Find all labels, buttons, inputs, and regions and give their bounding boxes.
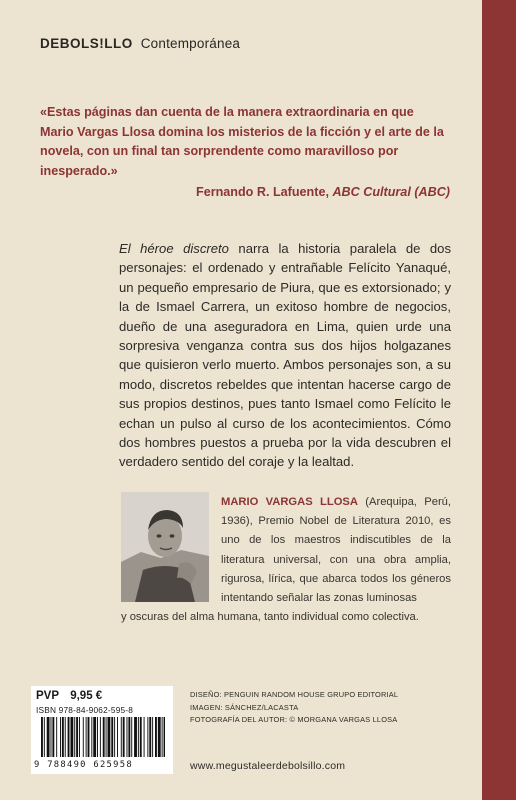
collection-name: Contemporánea <box>140 36 241 51</box>
barcode-bar <box>47 717 50 757</box>
barcode-bar <box>158 717 161 757</box>
publisher-brand: DEBOLS!LLO <box>40 36 133 51</box>
author-photo <box>121 492 209 602</box>
price-label: PVP <box>36 690 60 702</box>
barcode-bar <box>164 717 165 757</box>
barcode-bar <box>91 717 92 757</box>
barcode-bar <box>56 717 57 757</box>
series-header <box>40 36 240 51</box>
barcode-bar <box>76 717 78 757</box>
barcode-bar <box>144 717 145 757</box>
barcode <box>41 717 165 763</box>
barcode-bar <box>44 717 45 757</box>
bio-paragraph <box>221 493 451 608</box>
barcode-bar <box>108 717 111 757</box>
review-quote-block <box>40 103 450 203</box>
barcode-bar <box>149 717 151 757</box>
credits-block <box>190 689 398 727</box>
barcode-bar <box>106 717 107 757</box>
barcode-bar <box>68 717 70 757</box>
barcode-bar <box>88 717 90 757</box>
website-url: www.megustaleerdebolsillo.com <box>190 760 346 772</box>
barcode-bar <box>79 717 80 757</box>
barcode-bar <box>114 717 115 757</box>
barcode-bar <box>93 717 96 757</box>
book-title: El héroe discreto <box>119 241 229 256</box>
barcode-bar <box>60 717 61 757</box>
bio-text: (Arequipa, Perú, 1936), Premio Nobel de Literatura 2010, es uno de los maestros indiscutibles de la literatura universal, con una obra amplia, rigurosa, lírica, que abarca todos los géneros intentando señalar las zonas luminosas <box>221 496 451 605</box>
review-quote: «Estas páginas dan cuenta de la manera extraordinaria en que Mario Vargas Llosa domina los misterios de la ficción y el arte de la novela, con un final tan sorprendente como maravilloso por inesperado.» <box>40 105 444 178</box>
barcode-bar <box>74 717 75 757</box>
barcode-bar <box>65 717 66 757</box>
price-barcode-box <box>31 686 173 774</box>
barcode-bar <box>140 717 142 757</box>
credit-photo: FOTOGRAFÍA DEL AUTOR: © MORGANA VARGAS LLOSA <box>190 715 398 724</box>
price-row <box>36 690 102 702</box>
review-publication: ABC Cultural (ABC) <box>332 185 450 199</box>
price-value: 9,95 € <box>70 690 103 702</box>
barcode-bar <box>97 717 98 757</box>
barcode-bar <box>134 717 137 757</box>
isbn-number: ISBN 978-84-9062-595-8 <box>36 705 134 715</box>
barcode-bar <box>103 717 105 757</box>
barcode-bar <box>155 717 157 757</box>
barcode-bar <box>147 717 148 757</box>
barcode-bar <box>162 717 163 757</box>
synopsis-text: narra la historia paralela de dos personajes: el ordenado y entrañable Felícito Yanaqué, un pequeño empresario de Piura, que es extorsionado; y la de Ismael Carrera, un exitoso hombre de negocios, dueño de una aseguradora en Lima, quien urde una sorpresiva venganza contra sus dos hijos holgazanes que quisieron verlo muerto. Ambos personajes son, a su modo, discretos rebeldes que intentan hacerse cargo de sus propios destinos, pues tanto Ismael como Felícito le echan un pulso al curso de los acontecimientos. Cómo dos hombres puestos a prueba por la vida descubren el verdadero sentido del coraje y la lealtad. <box>119 241 452 470</box>
barcode-bar <box>70 717 73 757</box>
barcode-bar <box>100 717 101 757</box>
barcode-bar <box>51 717 52 757</box>
synopsis-paragraph <box>119 239 451 472</box>
barcode-bar <box>128 717 130 757</box>
barcode-bar <box>86 717 87 757</box>
barcode-bar <box>127 717 128 757</box>
barcode-digits: 9 788490 625958 <box>34 760 133 770</box>
barcode-bar <box>41 717 43 757</box>
barcode-bar <box>138 717 139 757</box>
barcode-bar <box>111 717 113 757</box>
barcode-bar <box>121 717 122 757</box>
review-author: Fernando R. Lafuente, <box>196 185 329 199</box>
spine-color-band <box>482 0 516 800</box>
credit-design: DISEÑO: PENGUIN RANDOM HOUSE GRUPO EDITORIAL <box>190 690 399 699</box>
bio-text-tail: y oscuras del alma humana, tanto individual como colectiva. <box>121 611 419 624</box>
author-name: MARIO VARGAS LLOSA <box>221 496 358 508</box>
review-source <box>40 183 450 203</box>
credit-image: IMAGEN: SÁNCHEZ/LACASTA <box>190 702 299 712</box>
barcode-bar <box>123 717 125 757</box>
synopsis <box>119 239 451 472</box>
barcode-bar <box>152 717 153 757</box>
barcode-bar <box>131 717 132 757</box>
barcode-bar <box>117 717 118 757</box>
barcode-bar <box>83 717 84 757</box>
author-bio <box>121 493 451 627</box>
barcode-bar <box>52 717 54 757</box>
barcode-bar <box>62 717 64 757</box>
